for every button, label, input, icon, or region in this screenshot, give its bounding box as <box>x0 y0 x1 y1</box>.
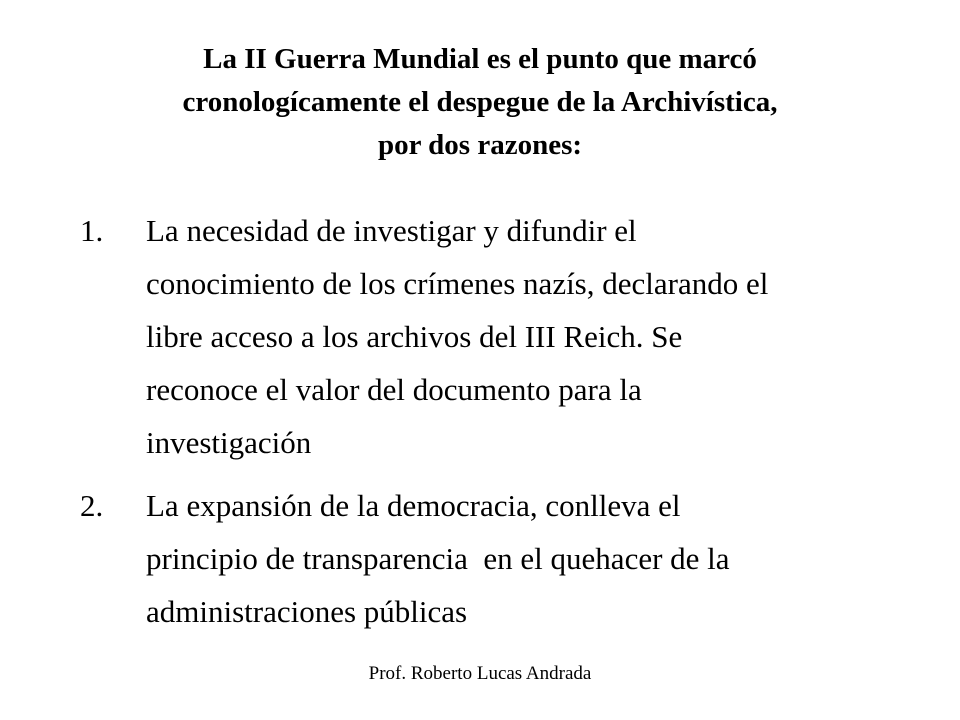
title-line: La II Guerra Mundial es el punto que marcó <box>203 43 757 75</box>
item-text-line: investigación <box>146 425 312 460</box>
item-text-line: La expansión de la democracia, conlleva el <box>146 488 681 523</box>
item-text-line: principio de transparencia en el quehacer de la <box>146 541 730 576</box>
item-text-line: La necesidad de investigar y difundir el <box>146 213 637 248</box>
reason-item-2 <box>80 479 920 638</box>
footer-author: Prof. Roberto Lucas Andrada <box>368 663 592 684</box>
item-text-line: reconoce el valor del documento para la <box>146 372 642 407</box>
reasons-list <box>80 204 920 638</box>
item-text-line: libre acceso a los archivos del III Reich. Se <box>146 319 683 354</box>
slide-title <box>40 38 920 167</box>
item-text-line: administraciones públicas <box>146 594 468 629</box>
title-line: por dos razones: <box>377 129 583 161</box>
title-line: cronologícamente el despegue de la Archivística, <box>182 86 778 118</box>
item-number: 1. <box>80 213 104 248</box>
item-number: 2. <box>80 488 104 523</box>
item-text-line: conocimiento de los crímenes nazís, declarando el <box>146 266 769 301</box>
reason-item-1 <box>80 204 920 469</box>
